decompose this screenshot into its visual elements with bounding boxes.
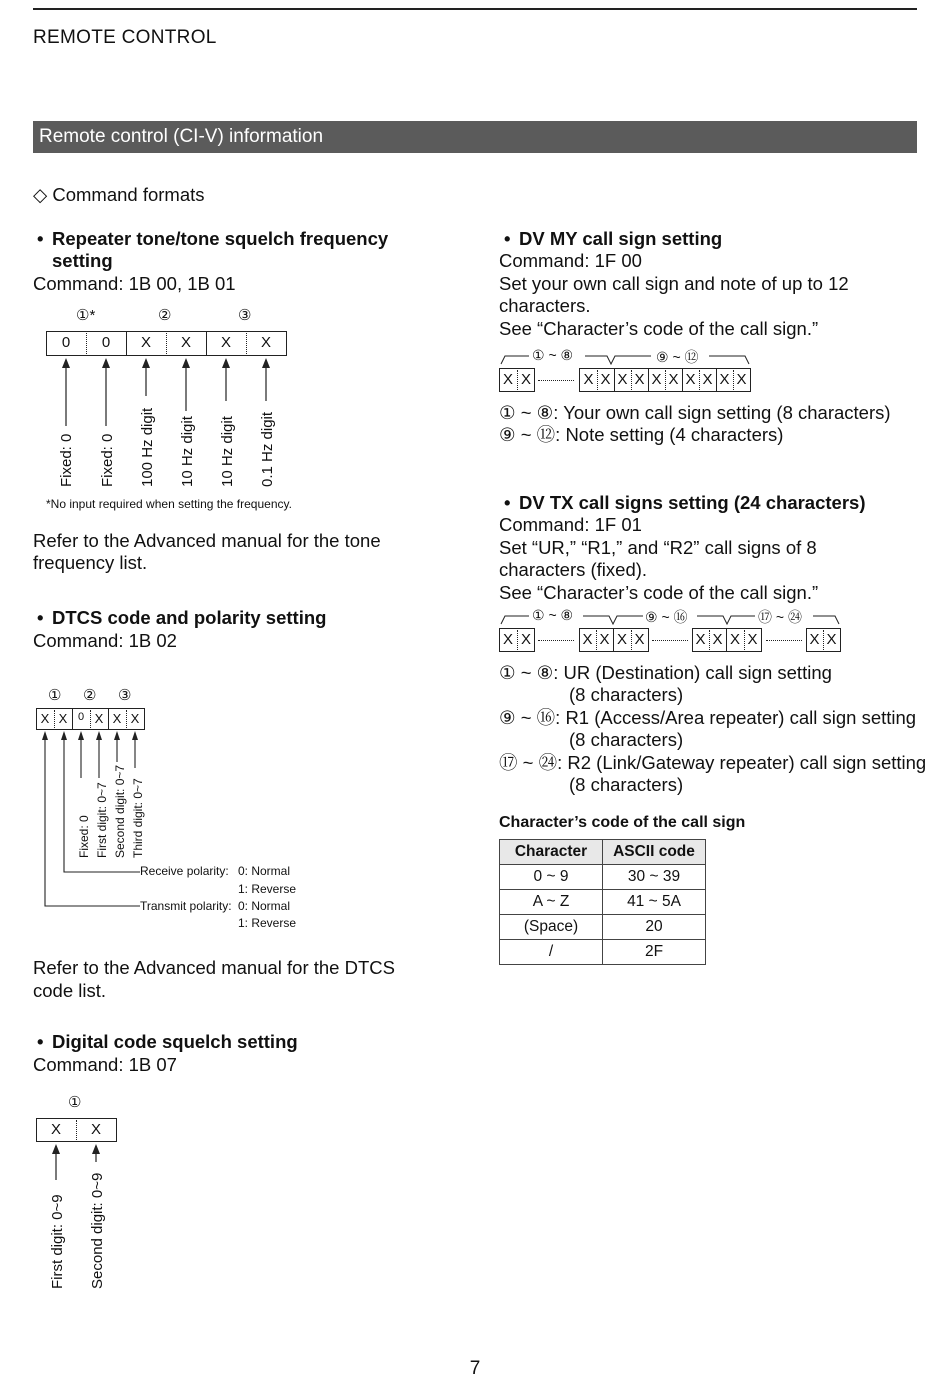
dvmy-cell: X	[583, 371, 594, 388]
repeater-bullet: •	[37, 228, 44, 249]
digital-cell: X	[90, 1121, 101, 1138]
table-header-ascii: ASCII code	[603, 840, 706, 865]
dvmy-cell: X	[502, 371, 513, 388]
dvmy-desc-line3: See “Character’s code of the call sign.”	[499, 318, 819, 339]
repeater-label: 10 Hz digit	[179, 416, 196, 487]
repeater-command: Command: 1B 00, 1B 01	[33, 273, 236, 294]
transmit-polarity-reverse: 1: Reverse	[238, 916, 297, 930]
dvmy-cell: X	[668, 371, 679, 388]
repeater-label: 10 Hz digit	[219, 416, 236, 487]
transmit-polarity-normal: 0: Normal	[238, 899, 291, 913]
table-cell: 0 ~ 9	[500, 865, 603, 890]
dtcs-cell: X	[94, 711, 104, 726]
dvmy-range2: ⑨ ~ ⑫	[656, 349, 699, 365]
table-cell: 41 ~ 5A	[603, 890, 706, 915]
digital-bullet: •	[37, 1031, 44, 1052]
repeater-label: Fixed: 0	[58, 433, 75, 487]
repeater-label: 0.1 Hz digit	[259, 411, 276, 487]
dtcs-cell: X	[112, 711, 122, 726]
dvtx-legend2a: ⑨ ~ ⑯: R1 (Access/Area repeater) call sign setting	[499, 707, 917, 728]
dvtx-cell: X	[729, 631, 740, 648]
dvtx-range1: ① ~ ⑧	[532, 607, 574, 623]
dvtx-cell: X	[634, 631, 645, 648]
dvmy-cell: X	[651, 371, 662, 388]
dtcs-title: DTCS code and polarity setting	[52, 607, 327, 628]
dvmy-cell: X	[617, 371, 628, 388]
table-cell: (Space)	[500, 915, 603, 940]
repeater-note-line2: frequency list.	[33, 552, 148, 573]
repeater-marker-1: ①*	[76, 307, 96, 324]
dvmy-cell: X	[600, 371, 611, 388]
digital-label: First digit: 0~9	[49, 1194, 66, 1289]
repeater-cell: 0	[61, 334, 71, 351]
table-row	[500, 940, 706, 965]
dtcs-cell: X	[40, 711, 50, 726]
dtcs-note-line1: Refer to the Advanced manual for the DTCS	[33, 957, 395, 978]
receive-polarity-label: Receive polarity:	[140, 864, 229, 878]
repeater-marker-3: ③	[238, 307, 252, 324]
repeater-cell: X	[260, 334, 271, 351]
top-rule	[33, 8, 917, 10]
dvmy-desc-line2: characters.	[499, 295, 591, 316]
table-row	[500, 915, 706, 940]
dvtx-ellipsis	[538, 640, 574, 641]
dvtx-cell: X	[582, 631, 593, 648]
dvmy-cell: X	[685, 371, 696, 388]
dtcs-label: First digit: 0~7	[95, 782, 109, 858]
dvmy-legend1: ① ~ ⑧: Your own call sign setting (8 characters)	[499, 402, 891, 423]
repeater-marker-2: ②	[158, 307, 172, 324]
dtcs-marker-2: ②	[83, 687, 97, 704]
digital-cell: X	[50, 1121, 61, 1138]
dtcs-label: Second digit: 0~7	[113, 764, 127, 858]
dvtx-bullet: •	[504, 492, 511, 513]
dvmy-cell: X	[520, 371, 531, 388]
receive-polarity-reverse: 1: Reverse	[238, 882, 297, 896]
dvmy-command: Command: 1F 00	[499, 250, 642, 271]
digital-command: Command: 1B 07	[33, 1054, 177, 1075]
dvmy-cell: X	[719, 371, 730, 388]
table-cell: A ~ Z	[500, 890, 603, 915]
table-row	[500, 865, 706, 890]
ascii-table-title: Character’s code of the call sign	[499, 814, 746, 831]
repeater-cell: X	[180, 334, 191, 351]
table-row	[500, 890, 706, 915]
section-band: Remote control (CI-V) information	[33, 121, 917, 153]
dtcs-label: Third digit: 0~7	[131, 778, 145, 858]
dvtx-legend3b: (8 characters)	[569, 774, 684, 795]
dtcs-bullet: •	[37, 607, 44, 628]
repeater-note-line1: Refer to the Advanced manual for the tone	[33, 530, 381, 551]
dvmy-range1: ① ~ ⑧	[532, 347, 574, 363]
dtcs-cell: X	[58, 711, 68, 726]
dvmy-ellipsis	[538, 380, 574, 381]
dtcs-cell: X	[130, 711, 140, 726]
dtcs-cell: 0	[77, 711, 85, 723]
dvtx-legend3a: ⑰ ~ ㉔: R2 (Link/Gateway repeater) call sign setting	[499, 752, 927, 773]
repeater-label: 100 Hz digit	[139, 407, 156, 487]
repeater-cell: 0	[101, 334, 111, 351]
dvtx-cell: X	[520, 631, 531, 648]
dvtx-cell: X	[712, 631, 723, 648]
dvtx-cell: X	[747, 631, 758, 648]
dvmy-desc-line1: Set your own call sign and note of up to 12	[499, 273, 849, 294]
repeater-footnote: *No input required when setting the frequency.	[46, 497, 292, 511]
repeater-cell: X	[220, 334, 231, 351]
dvmy-cell: X	[634, 371, 645, 388]
dvtx-cell: X	[809, 631, 820, 648]
dtcs-label: Fixed: 0	[77, 815, 91, 858]
table-cell: 2F	[603, 940, 706, 965]
dvtx-cell: X	[616, 631, 627, 648]
command-formats-subhead: ◇ Command formats	[33, 184, 205, 205]
repeater-title-line1: Repeater tone/tone squelch frequency	[52, 228, 389, 249]
table-cell: 20	[603, 915, 706, 940]
page-number: 7	[469, 1358, 481, 1379]
dvtx-ellipsis	[766, 640, 802, 641]
dvmy-cell: X	[736, 371, 747, 388]
dvtx-desc-line2: characters (fixed).	[499, 559, 648, 580]
dvtx-cell: X	[502, 631, 513, 648]
repeater-title-line2: setting	[52, 250, 113, 271]
dvtx-ellipsis	[652, 640, 688, 641]
digital-title: Digital code squelch setting	[52, 1031, 298, 1052]
dvmy-cell: X	[702, 371, 713, 388]
transmit-polarity-label: Transmit polarity:	[140, 899, 232, 913]
dtcs-command: Command: 1B 02	[33, 630, 177, 651]
repeater-label: Fixed: 0	[99, 433, 116, 487]
digital-marker-1: ①	[68, 1094, 82, 1111]
ascii-table	[499, 839, 706, 965]
dvtx-range3: ⑰ ~ ㉔	[758, 609, 802, 625]
dtcs-note-line2: code list.	[33, 980, 107, 1001]
table-header-row	[500, 840, 706, 865]
dvtx-cell: X	[826, 631, 837, 648]
table-cell: 30 ~ 39	[603, 865, 706, 890]
dvmy-title: DV MY call sign setting	[519, 228, 723, 249]
dvmy-bullet: •	[504, 228, 511, 249]
repeater-cell: X	[140, 334, 151, 351]
dvtx-cell: X	[599, 631, 610, 648]
dvtx-legend1b: (8 characters)	[569, 684, 684, 705]
dtcs-marker-3: ③	[118, 687, 132, 704]
dvtx-cell: X	[695, 631, 706, 648]
dvtx-desc-line3: See “Character’s code of the call sign.”	[499, 582, 819, 603]
dvtx-range2: ⑨ ~ ⑯	[645, 609, 688, 625]
dtcs-marker-1: ①	[48, 687, 62, 704]
dvtx-legend1a: ① ~ ⑧: UR (Destination) call sign setting	[499, 662, 832, 683]
dvtx-legend2b: (8 characters)	[569, 729, 684, 750]
table-cell: /	[500, 940, 603, 965]
dvtx-desc-line1: Set “UR,” “R1,” and “R2” call signs of 8	[499, 537, 817, 558]
section-header: REMOTE CONTROL	[33, 27, 217, 48]
digital-label: Second digit: 0~9	[89, 1172, 106, 1289]
table-header-character: Character	[500, 840, 603, 865]
dvtx-title: DV TX call signs setting (24 characters)	[519, 492, 866, 513]
dvtx-command: Command: 1F 01	[499, 514, 642, 535]
receive-polarity-normal: 0: Normal	[238, 864, 291, 878]
dtcs-arrows	[36, 730, 146, 910]
dvmy-legend2: ⑨ ~ ⑫: Note setting (4 characters)	[499, 424, 784, 445]
